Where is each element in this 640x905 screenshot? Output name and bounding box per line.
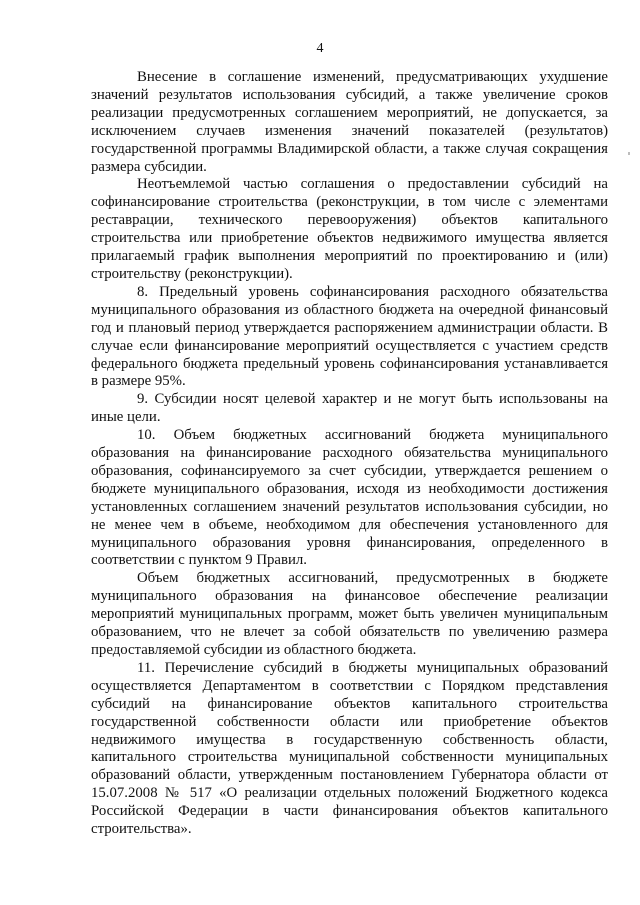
scan-speck bbox=[628, 152, 630, 155]
document-body bbox=[91, 69, 608, 839]
paragraph-clause-8: 8. Предельный уровень софинансирования расходного обязательства муниципального образования из областного бюджета на очередной финансовый год и плановый период утверждается распоряжением администрации области. В случае если финансирование мероприятий осуществляется с участием средств федерального бюджета предельный уровень софинансирования устанавливается в размере 95%. bbox=[91, 283, 608, 390]
paragraph-amendments: Внесение в соглашение изменений, предусматривающих ухудшение значений результатов использования субсидий, а также увеличение сроков реализации предусмотренных соглашением мероприятий, не допускается, за исключением случаев изменения значений показателей (результатов) государственной программы Владимирской области, а также случая сокращения размера субсидии. bbox=[91, 69, 608, 175]
paragraph-clause-11: 11. Перечисление субсидий в бюджеты муниципальных образований осуществляется Департаментом в соответствии с Порядком представления субсидий на финансирование объектов капитального строительства государственной собственности области или приобретение объектов недвижимого имущества в государственную собственность области, капитального строительства муниципальной собственности муниципальных образований области, утвержденным постановлением Губернатора области от 15.07.2008 № 517 «О реализации отдельных положений Бюджетного кодекса Российской Федерации в части финансирования объектов капитального строительства». bbox=[91, 659, 608, 838]
paragraph-clause-10: 10. Объем бюджетных ассигнований бюджета муниципального образования на финансирование расходного обязательства муниципального образования, софинансируемого за счет субсидии, утверждается решением о бюджете муниципального образования, исходя из необходимости достижения установленных соглашением значений результатов использования субсидии, но не менее чем в объеме, необходимом для обеспечения установленного для муниципального образования уровня финансирования, определенного в соответствии с пунктом 9 Правил. bbox=[91, 427, 608, 569]
paragraph-schedule-annex: Неотъемлемой частью соглашения о предоставлении субсидий на софинансирование строительства (реконструкции, в том числе с элементами реставрации, технического перевооружения) объектов капитального строительства или приобретение объектов недвижимого имущества является прилагаемый график выполнения мероприятий по проектированию и (или) строительству (реконструкции). bbox=[91, 176, 608, 282]
page-number: 4 bbox=[316, 41, 324, 56]
paragraph-clause-9: 9. Субсидии носят целевой характер и не могут быть использованы на иные цели. bbox=[91, 391, 608, 426]
paragraph-budget-volume: Объем бюджетных ассигнований, предусмотренных в бюджете муниципального образования на финансовое обеспечение реализации мероприятий муниципальных программ, может быть увеличен муниципальным образованием, что не влечет за собой обязательств по увеличению размера предоставляемой субсидии из областного бюджета. bbox=[91, 570, 608, 658]
